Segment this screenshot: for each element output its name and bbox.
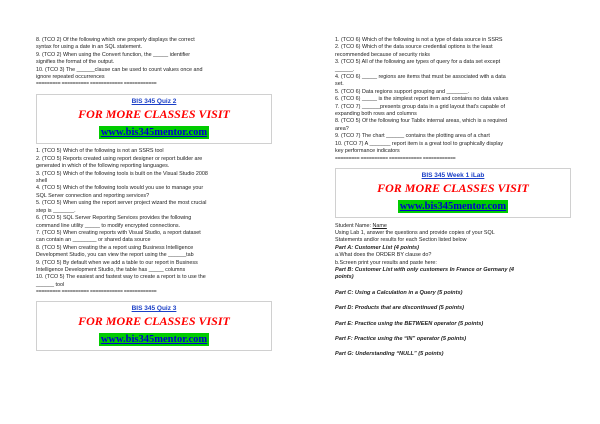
question-line: 9. (TCO 5) By default when we add a table to our report in Business [36,259,198,266]
question-line: command line utility _____ to modify encrypted connections. [36,222,181,229]
question-line: 10. (TCO 3) The ______clause can be used to count values once and [36,66,203,73]
part-g-heading: Part G: Understanding “NULL” (5 points) [335,351,444,358]
question-line: syntax for using a date in an SQL statement. [36,44,143,51]
quiz2-promo-box [36,94,272,144]
question-line: shell [36,178,48,185]
part-d-heading: Part D: Products that are discontinued (5 points) [335,305,464,312]
instruction-line: Statements and/or results for each Section listed below [335,237,467,244]
question-line: 3. (TCO 5) Which of the following tools is built on the Visual Studio 2008 [36,170,208,177]
part-a-line: b.Screen print your results and paste here: [335,259,437,266]
part-b-line: points) [335,274,354,281]
question-line: 7. (TCO 7) ______presents group data in a grid layout that's capable of [335,103,506,110]
left-column [36,37,272,353]
question-line: 4. (TCO 5) Which of the following tools would you use to manage your [36,185,204,192]
separator: ========= ========== ============ ============ [36,81,157,88]
question-line: 7. (TCO 5) When creating reports with Visual Studio, a report dataset [36,229,201,236]
question-line: Development Studio, you can view the report using the ______tab [36,252,194,259]
section-title[interactable]: BIS 345 Week 1 iLab [421,171,485,179]
question-line: 10. (TCO 5) The easiest and fastest way to create a report is to use the [36,274,206,281]
question-line: 5. (TCO 6) Data regions support grouping and _______. [335,88,469,95]
question-line: set. [335,81,344,88]
question-line: generated in which of the following reporting languages. [36,163,170,170]
part-a-items [335,252,571,267]
question-line: ignore repeated occurrences [36,74,105,81]
promo-link[interactable]: www.bis345mentor.com [100,334,208,346]
question-line: 5. (TCO 5) When using the report server project wizard the most crucial [36,200,207,207]
question-line: 8. (TCO 5) When creating the a report using Business Intelligence [36,244,194,251]
student-name-label: Student Name: [335,222,373,229]
promo-text: FOR MORE CLASSES VISIT [78,314,230,329]
part-f-heading: Part F: Practice using the “IN” operator (5 points) [335,335,467,342]
ilab-promo-box [335,168,571,218]
question-line: 2. (TCO 6) Which of the data source credential options is the least [335,44,493,51]
ilab-instructions [335,223,571,245]
question-line: can contain an ________ or shared data source [36,237,151,244]
quiz1-questions [36,37,272,81]
part-b-line: Part B: Customer List with only customers In France or Germany (4 [335,266,515,273]
right-column [335,37,571,359]
question-line: 6. (TCO 5) SQL Server Reporting Services provides the following [36,215,192,222]
part-e-heading: Part E: Practice using the BETWEEN operator (5 points) [335,320,484,327]
question-line: ______. [335,66,355,73]
question-line: 9. (TCO 7) The chart ______ contains the plotting area of a chart [335,133,490,140]
question-line: Intelligence Development Studio, the table has _____ columns [36,266,186,273]
section-title[interactable]: BIS 345 Quiz 2 [131,98,177,106]
quiz2-questions [36,148,272,289]
question-line: ______ tool [36,281,65,288]
part-b-heading [335,267,571,282]
question-line: 1. (TCO 6) Which of the following is not a type of data source in SSRS [335,37,503,43]
separator: ========= ========== ============ ============ [36,289,157,296]
part-a-line: a.What does the ORDER BY clause do? [335,252,432,259]
promo-link[interactable]: www.bis345mentor.com [100,127,208,139]
question-line: expanding both rows and columns [335,111,417,118]
part-c-heading: Part C: Using a Calculation in a Query (5 points) [335,289,463,296]
question-line: step is _______. [36,207,76,214]
question-line: 8. (TCO 2) Of the following which one properly displays the correct [36,37,195,43]
question-line: 2. (TCO 5) Reports created using report designer or report builder are [36,155,203,162]
question-line: key performance indicators [335,148,400,155]
section-title[interactable]: BIS 345 Quiz 3 [131,305,177,313]
question-line: area? [335,125,349,132]
quiz3-promo-box [36,301,272,351]
question-line: 10. (TCO 7) A _______ report item is a great tool to graphically display [335,140,504,147]
question-line: 1. (TCO 5) Which of the following is not an SSRS tool [36,148,164,155]
question-line: 3. (TCO 5) All of the following are types of query for a data set except [335,59,501,66]
instruction-line: Using Lab 1, answer the questions and provide copies of your SQL [335,229,495,236]
question-line: SQL Server connection and reporting services? [36,192,150,199]
part-a-heading: Part A: Customer List (4 points) [335,244,420,251]
promo-link[interactable]: www.bis345mentor.com [399,200,507,212]
question-line: 8. (TCO 5) Of the following four Tablix internal areas, which is a required [335,118,508,125]
question-line: 4. (TCO 6) _____ regions are items that must be associated with a data [335,74,506,81]
promo-text: FOR MORE CLASSES VISIT [78,107,230,122]
student-name-line [335,223,571,230]
student-name-value: Name [372,222,387,229]
question-line: recommended because of security risks [335,51,430,58]
promo-text: FOR MORE CLASSES VISIT [377,180,529,195]
question-line: 9. (TCO 2) When using the Convert function, the _____ identifier [36,51,191,58]
question-line: 6. (TCO 6) _____ is the simplest report item and contains no data values [335,96,509,103]
quiz3-questions [335,37,571,156]
question-line: signifies the format of the output. [36,59,115,66]
separator: ========= ========== ============ ============ [335,155,456,162]
